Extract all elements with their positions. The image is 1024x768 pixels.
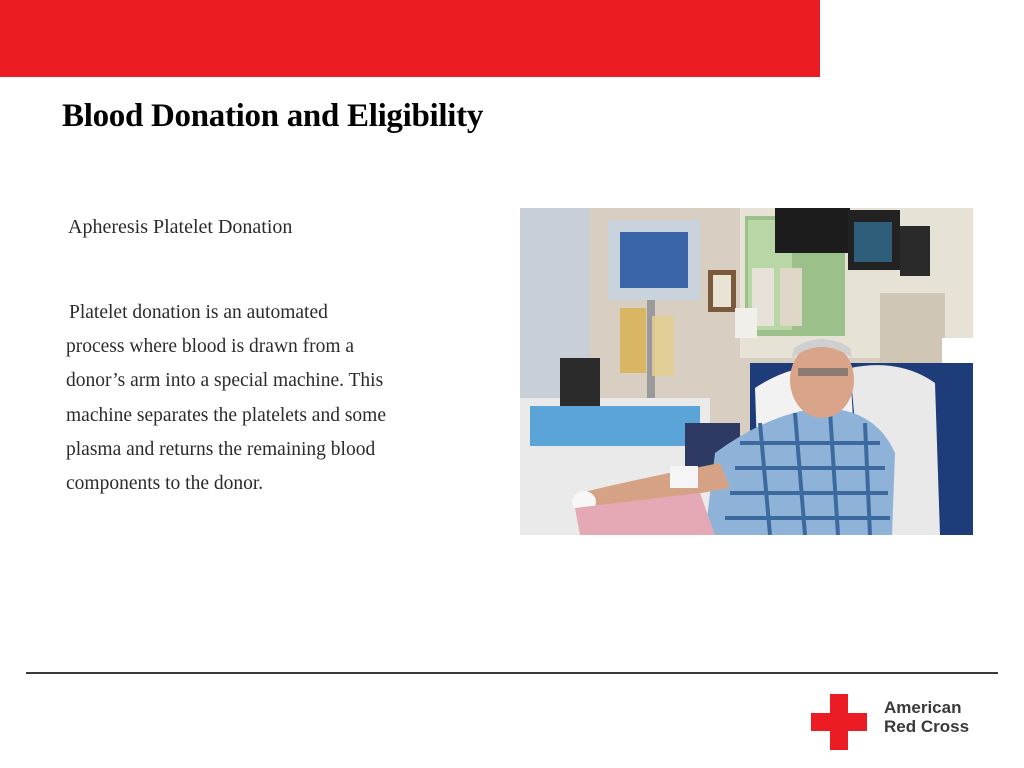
logo-line-american: American [884,698,962,717]
slide-title: Blood Donation and Eligibility [62,98,484,134]
red-cross-icon [811,694,867,750]
section-subheading: Apheresis Platelet Donation [68,216,293,238]
header-red-banner [0,0,820,77]
donor-photo [520,208,973,535]
body-paragraph: Platelet donation is an automated process where blood is drawn from a donor’s arm into a special machine. This machine separates the platelets and some plasma and returns the remaining blood components to the donor. [66,302,386,495]
logo-line-red-cross: Red Cross [884,717,970,736]
american-red-cross-logo [811,694,991,752]
logo-wordmark [884,698,969,736]
footer-divider [26,672,998,674]
